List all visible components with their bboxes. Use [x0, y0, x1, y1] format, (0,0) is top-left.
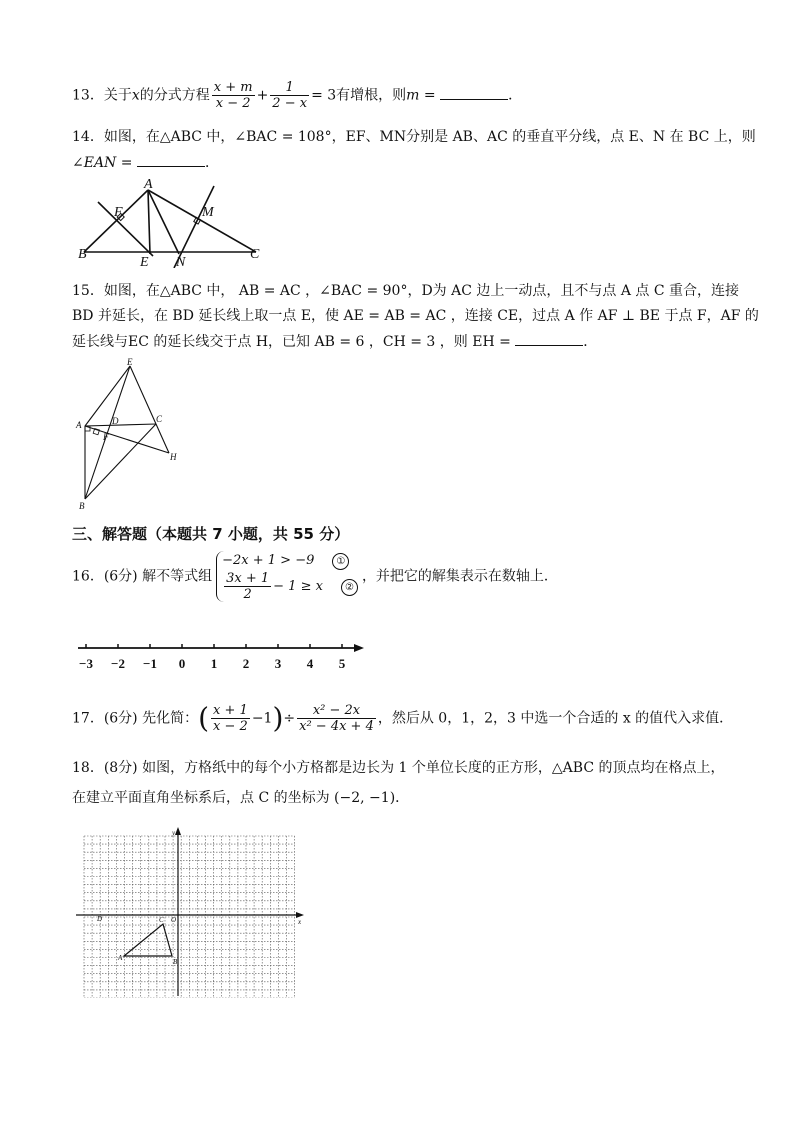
q13-text-a: 关于: [103, 87, 132, 104]
number-line-arrow: [354, 644, 364, 652]
q15-seg-CH: [156, 424, 169, 453]
number-line-label: −3: [79, 656, 93, 671]
q16-ineq2-rest: − 1 ≥ x: [273, 579, 323, 594]
number-line-label: −2: [111, 656, 125, 671]
q15-label: C: [156, 414, 163, 424]
grid-label: A: [118, 954, 123, 962]
q13-frac2: [270, 80, 309, 111]
q18-grid-figure: [74, 826, 306, 998]
q15-label: D: [112, 416, 119, 426]
q15-seg-AC: [85, 424, 156, 426]
number-line-label: 5: [338, 656, 346, 671]
q16-frac-den: 2: [243, 587, 252, 602]
question-17: [72, 703, 733, 734]
grid-label: x: [298, 918, 302, 926]
q14-figure: [78, 176, 278, 268]
number-line-label: 4: [306, 656, 314, 671]
q17-frac-a-den: x − 2: [213, 719, 248, 734]
q15-seg-BC: [85, 424, 156, 499]
q15-label: F: [103, 432, 109, 442]
q15-seg-AH: [85, 426, 169, 453]
answer-blank-14[interactable]: [137, 152, 205, 167]
y-axis-arrow: [175, 827, 181, 835]
q16-ineq2-tag: ②: [341, 579, 358, 596]
q16-ineq1: −2x + 1 > −9: [222, 553, 315, 568]
q15-label: E: [127, 358, 133, 367]
grid-label: B: [173, 958, 178, 966]
question-16: [72, 551, 558, 602]
q15-label: B: [79, 501, 85, 511]
q14-line2: [72, 152, 219, 173]
q17-frac-a-num: x + 1: [213, 703, 248, 718]
q17-div: ÷: [283, 710, 296, 727]
grid-label: D: [97, 915, 103, 923]
q17-frac-b: [297, 703, 376, 734]
q15-figure: [72, 358, 187, 512]
answer-blank-13[interactable]: [440, 85, 508, 100]
q13-var-m: m: [406, 87, 420, 104]
q14-line1: 14．如图，在△ABC 中，∠BAC = 108°，EF、MN分别是 AB、AC 的垂直平分线，点 E、N 在 BC 上，则: [72, 129, 756, 145]
q13-frac1-den: x − 2: [215, 96, 251, 111]
q16-ineq1-tag: ①: [332, 553, 349, 570]
q14-label: M: [202, 205, 214, 220]
q17-tail: ，然后从 0，1，2，3 中选一个合适的 x 的值代入求值．: [377, 710, 734, 727]
grid-label: O: [171, 916, 177, 924]
q17-paren-close: ): [272, 701, 284, 735]
q13-frac2-num: 1: [270, 80, 309, 96]
number-line-label: 2: [242, 656, 250, 671]
q13-end: ．: [508, 87, 523, 104]
q14-label: E: [140, 255, 149, 268]
answer-blank-15[interactable]: [515, 331, 583, 346]
q15-line3: [72, 331, 597, 352]
q17-paren-open: (: [198, 701, 210, 735]
q14-label: N: [176, 255, 186, 268]
q14-label: A: [144, 177, 153, 192]
q14-end: ．: [204, 155, 219, 171]
section-3-heading: 三、解答题（本题共 7 小题，共 55 分）: [72, 525, 350, 543]
grid-label: y: [172, 829, 176, 837]
q16-inequality-system: [216, 551, 358, 602]
q15-seg-EC: [130, 366, 156, 424]
q16-tail: ，并把它的解集表示在数轴上．: [361, 568, 558, 585]
q13-frac1: [212, 80, 255, 111]
number-line-label: 0: [178, 656, 186, 671]
q15-label: H: [170, 452, 177, 462]
q17-frac-a: [211, 703, 250, 734]
q14-label: C: [250, 247, 260, 262]
q18-line1: 18．(8分) 如图，方格纸中的每个小方格都是边长为 1 个单位长度的正方形，△ABC 的顶点均在格点上，: [72, 760, 725, 776]
q15-line3-text: 延长线与EC 的延长线交于点 H，已知 AB = 6 ，CH = 3 ，则 EH =: [72, 334, 516, 350]
number-line-label: 1: [210, 656, 218, 671]
q13-text-c: = 3有增根，则: [311, 87, 407, 104]
q13-frac1-num: x + m: [213, 80, 253, 95]
q17-frac-b-den: x² − 4x + 4: [299, 719, 374, 734]
q15-line2: BD 并延长，在 BD 延长线上取一点 E，使 AE = AB = AC ，连接 CE，过点 A 作 AF ⊥ BE 于点 F，AF 的: [72, 308, 759, 324]
q14-angle: ∠EAN =: [72, 155, 137, 171]
q13-number: 13．: [72, 87, 104, 104]
q16-number: 16．(6分) 解不等式组: [72, 568, 213, 585]
q15-line1: 15．如图，在△ABC 中， AB = AC ，∠BAC = 90°，D为 AC 边上一动点，且不与点 A 点 C 重合，连接: [72, 283, 740, 299]
q17-minus1: −1: [251, 710, 273, 727]
q16-frac-num: 3x + 1: [226, 571, 270, 586]
q17-frac-b-num: x² − 2x: [297, 703, 376, 719]
q14-seg-AE: [148, 190, 150, 254]
q17-number: 17．(6分) 先化简：: [72, 710, 199, 727]
q13-var-x: x: [131, 87, 140, 104]
q15-seg-AE: [85, 366, 130, 426]
number-line: [72, 636, 372, 672]
q15-end: ．: [583, 334, 598, 350]
q14-label: B: [78, 247, 87, 262]
q14-seg-AC: [148, 190, 256, 252]
q18-line2: 在建立平面直角坐标系后，点 C 的坐标为 (−2, −1)．: [72, 790, 410, 806]
number-line-label: 3: [274, 656, 282, 671]
q13-text-b: 的分式方程: [139, 87, 210, 104]
q14-line-EF: [98, 202, 153, 256]
grid-label: C: [159, 916, 164, 924]
q13-plus: +: [256, 87, 269, 104]
q16-frac: [224, 571, 271, 602]
number-line-label: −1: [143, 656, 157, 671]
q13-eq: =: [419, 87, 441, 104]
q14-label: F: [114, 205, 123, 220]
q13-frac2-den: 2 − x: [272, 96, 308, 111]
question-13: [72, 80, 522, 111]
q15-label: A: [76, 420, 82, 430]
